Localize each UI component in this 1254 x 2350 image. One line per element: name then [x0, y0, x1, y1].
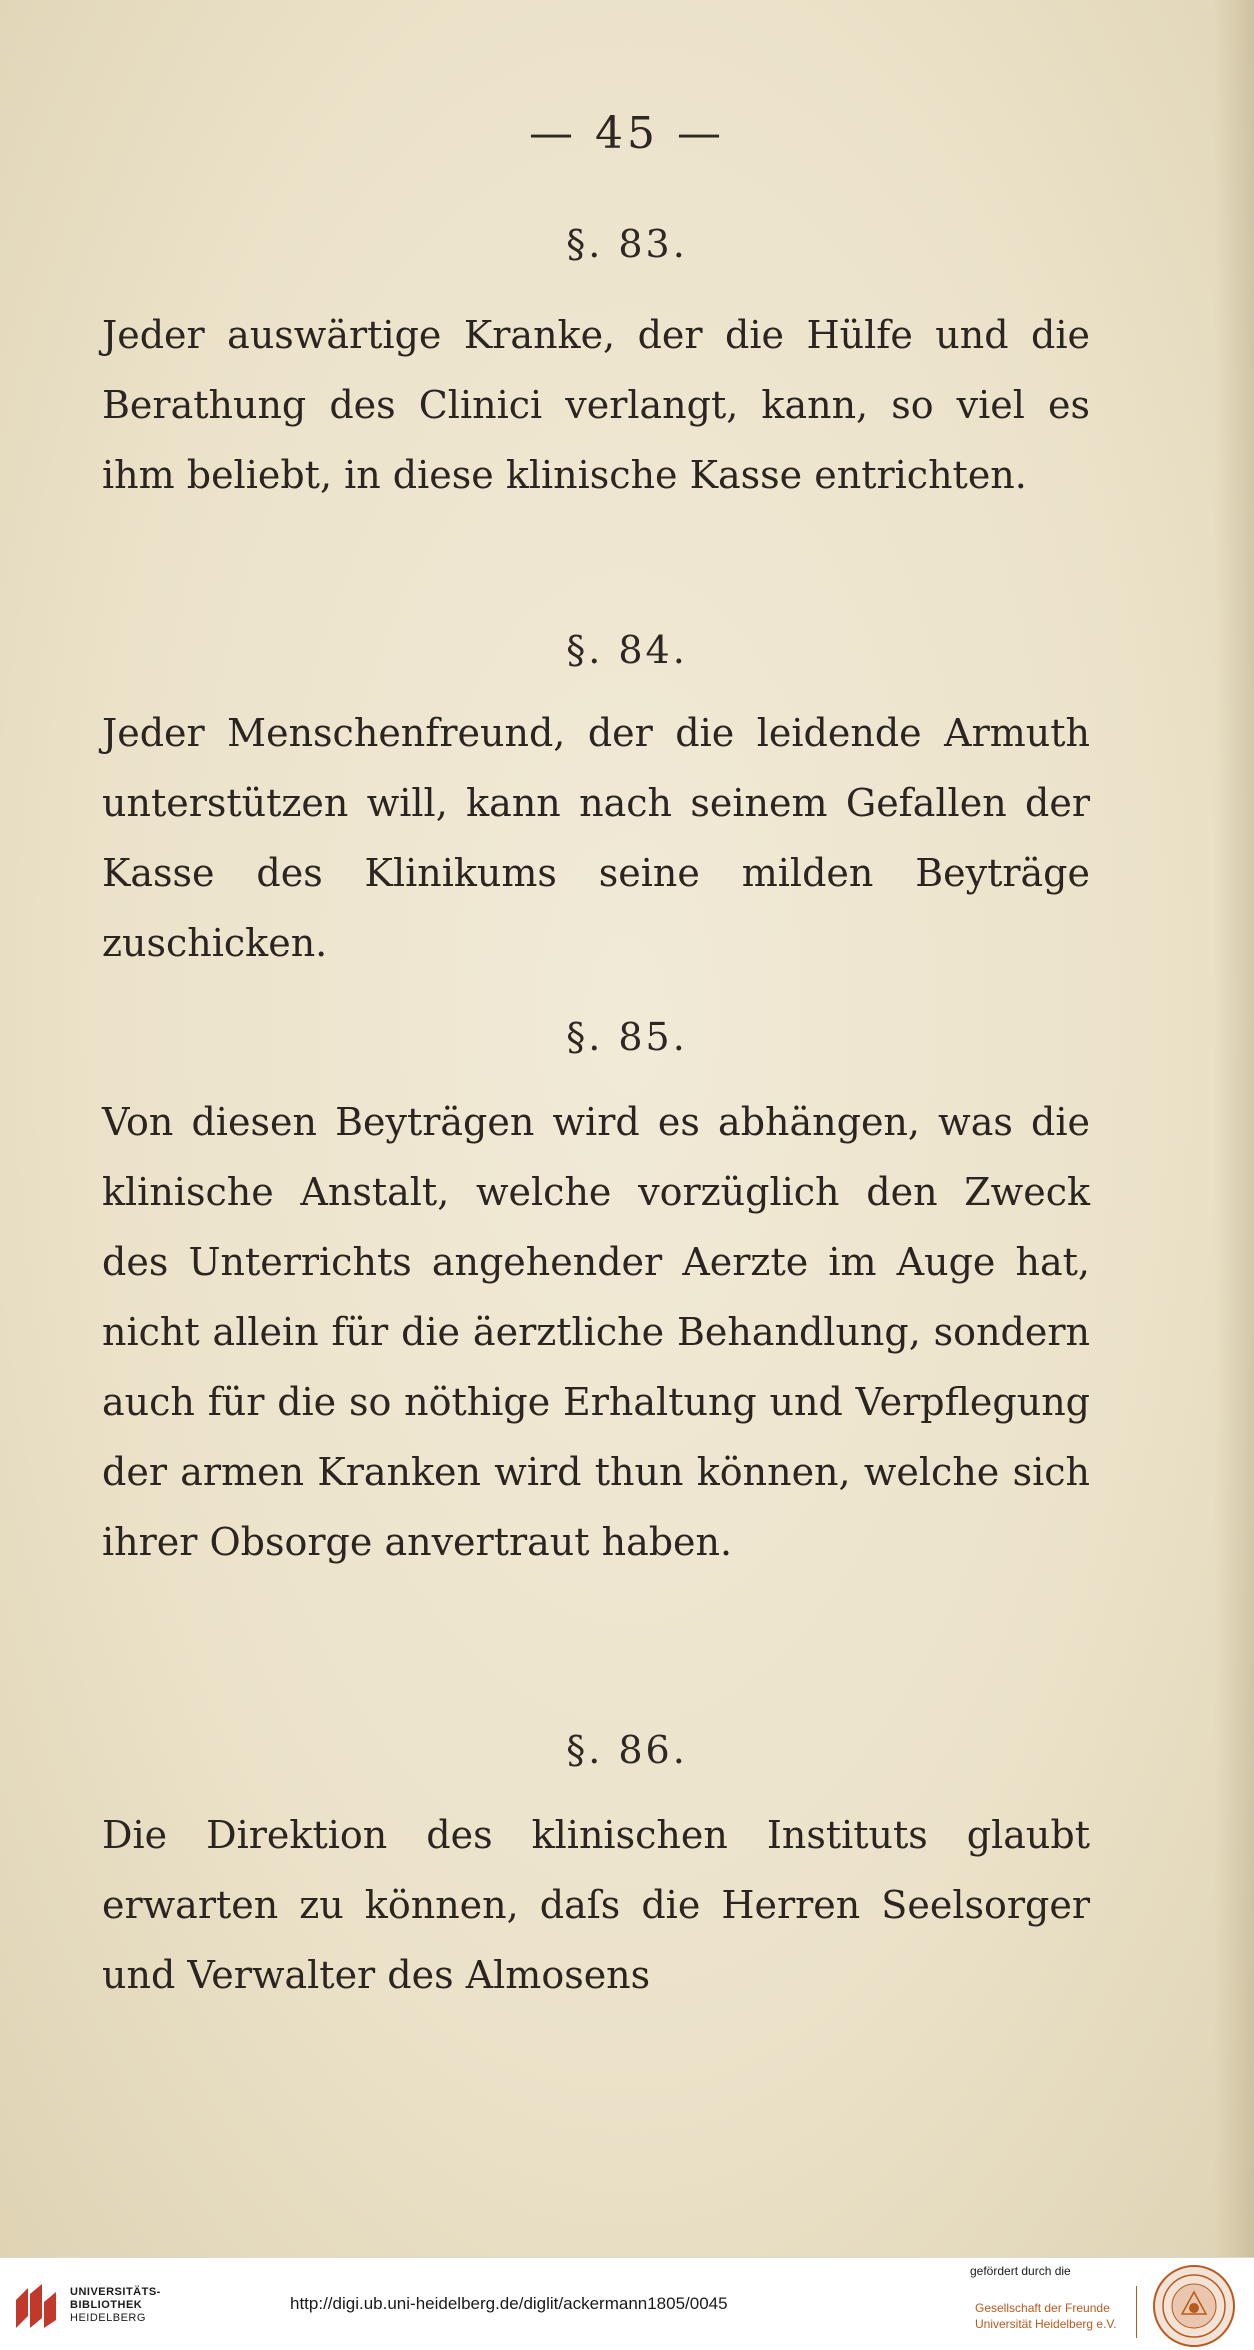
divider — [1136, 2286, 1137, 2338]
sponsor-name-line: Universität Heidelberg e.V. — [975, 2317, 1117, 2331]
section-paragraph: Die Direktion des klinischen Instituts glaubt erwarten zu können, daſs die Herren Seelsorger und Verwalter des Almosens — [102, 1813, 1090, 1997]
sponsor-label: gefördert durch die — [970, 2264, 1071, 2278]
section-heading: §. 83. — [566, 222, 688, 266]
library-name-line: BIBLIOTHEK — [70, 2299, 143, 2311]
section-heading: §. 84. — [566, 628, 688, 672]
library-name-line: UNIVERSITÄTS- — [70, 2286, 161, 2298]
section-paragraph: Jeder auswärtige Kranke, der die Hülfe und die Berathung des Clinici verlangt, kann, so viel es ihm beliebt, in diese klinische Kasse entrichten. — [102, 313, 1090, 497]
section-paragraph: Von diesen Beyträgen wird es abhängen, was die klinische Anstalt, welche vorzüglich den Zweck des Unterrichts angehender Aerzte im Auge hat, nicht allein für die äerztliche Behandlung, sondern auch für die so nöthige Erhaltung und Verpflegung der armen Kranken wird thun können, welche sich ihrer Obsorge anvertraut haben. — [102, 1100, 1090, 1564]
section-paragraph: Jeder Menschenfreund, der die leidende Armuth unterstützen will, kann nach seinem Gefallen der Kasse des Klinikums seine milden Beyträge zuschicken. — [102, 711, 1090, 965]
library-logo-icon — [12, 2280, 62, 2332]
section-heading: §. 85. — [566, 1015, 688, 1059]
library-name-line: HEIDELBERG — [70, 2312, 146, 2324]
university-seal-icon — [1152, 2264, 1236, 2348]
sponsor-name — [975, 2300, 1117, 2332]
section-heading: §. 86. — [566, 1728, 688, 1772]
library-name — [70, 2286, 161, 2325]
permalink-url[interactable]: http://digi.ub.uni-heidelberg.de/diglit/ackermann1805/0045 — [290, 2294, 728, 2313]
viewer-footer — [0, 2257, 1254, 2350]
sponsor-name-line: Gesellschaft der Freunde — [975, 2301, 1110, 2315]
page-number-header: — 45 — — [529, 108, 725, 159]
